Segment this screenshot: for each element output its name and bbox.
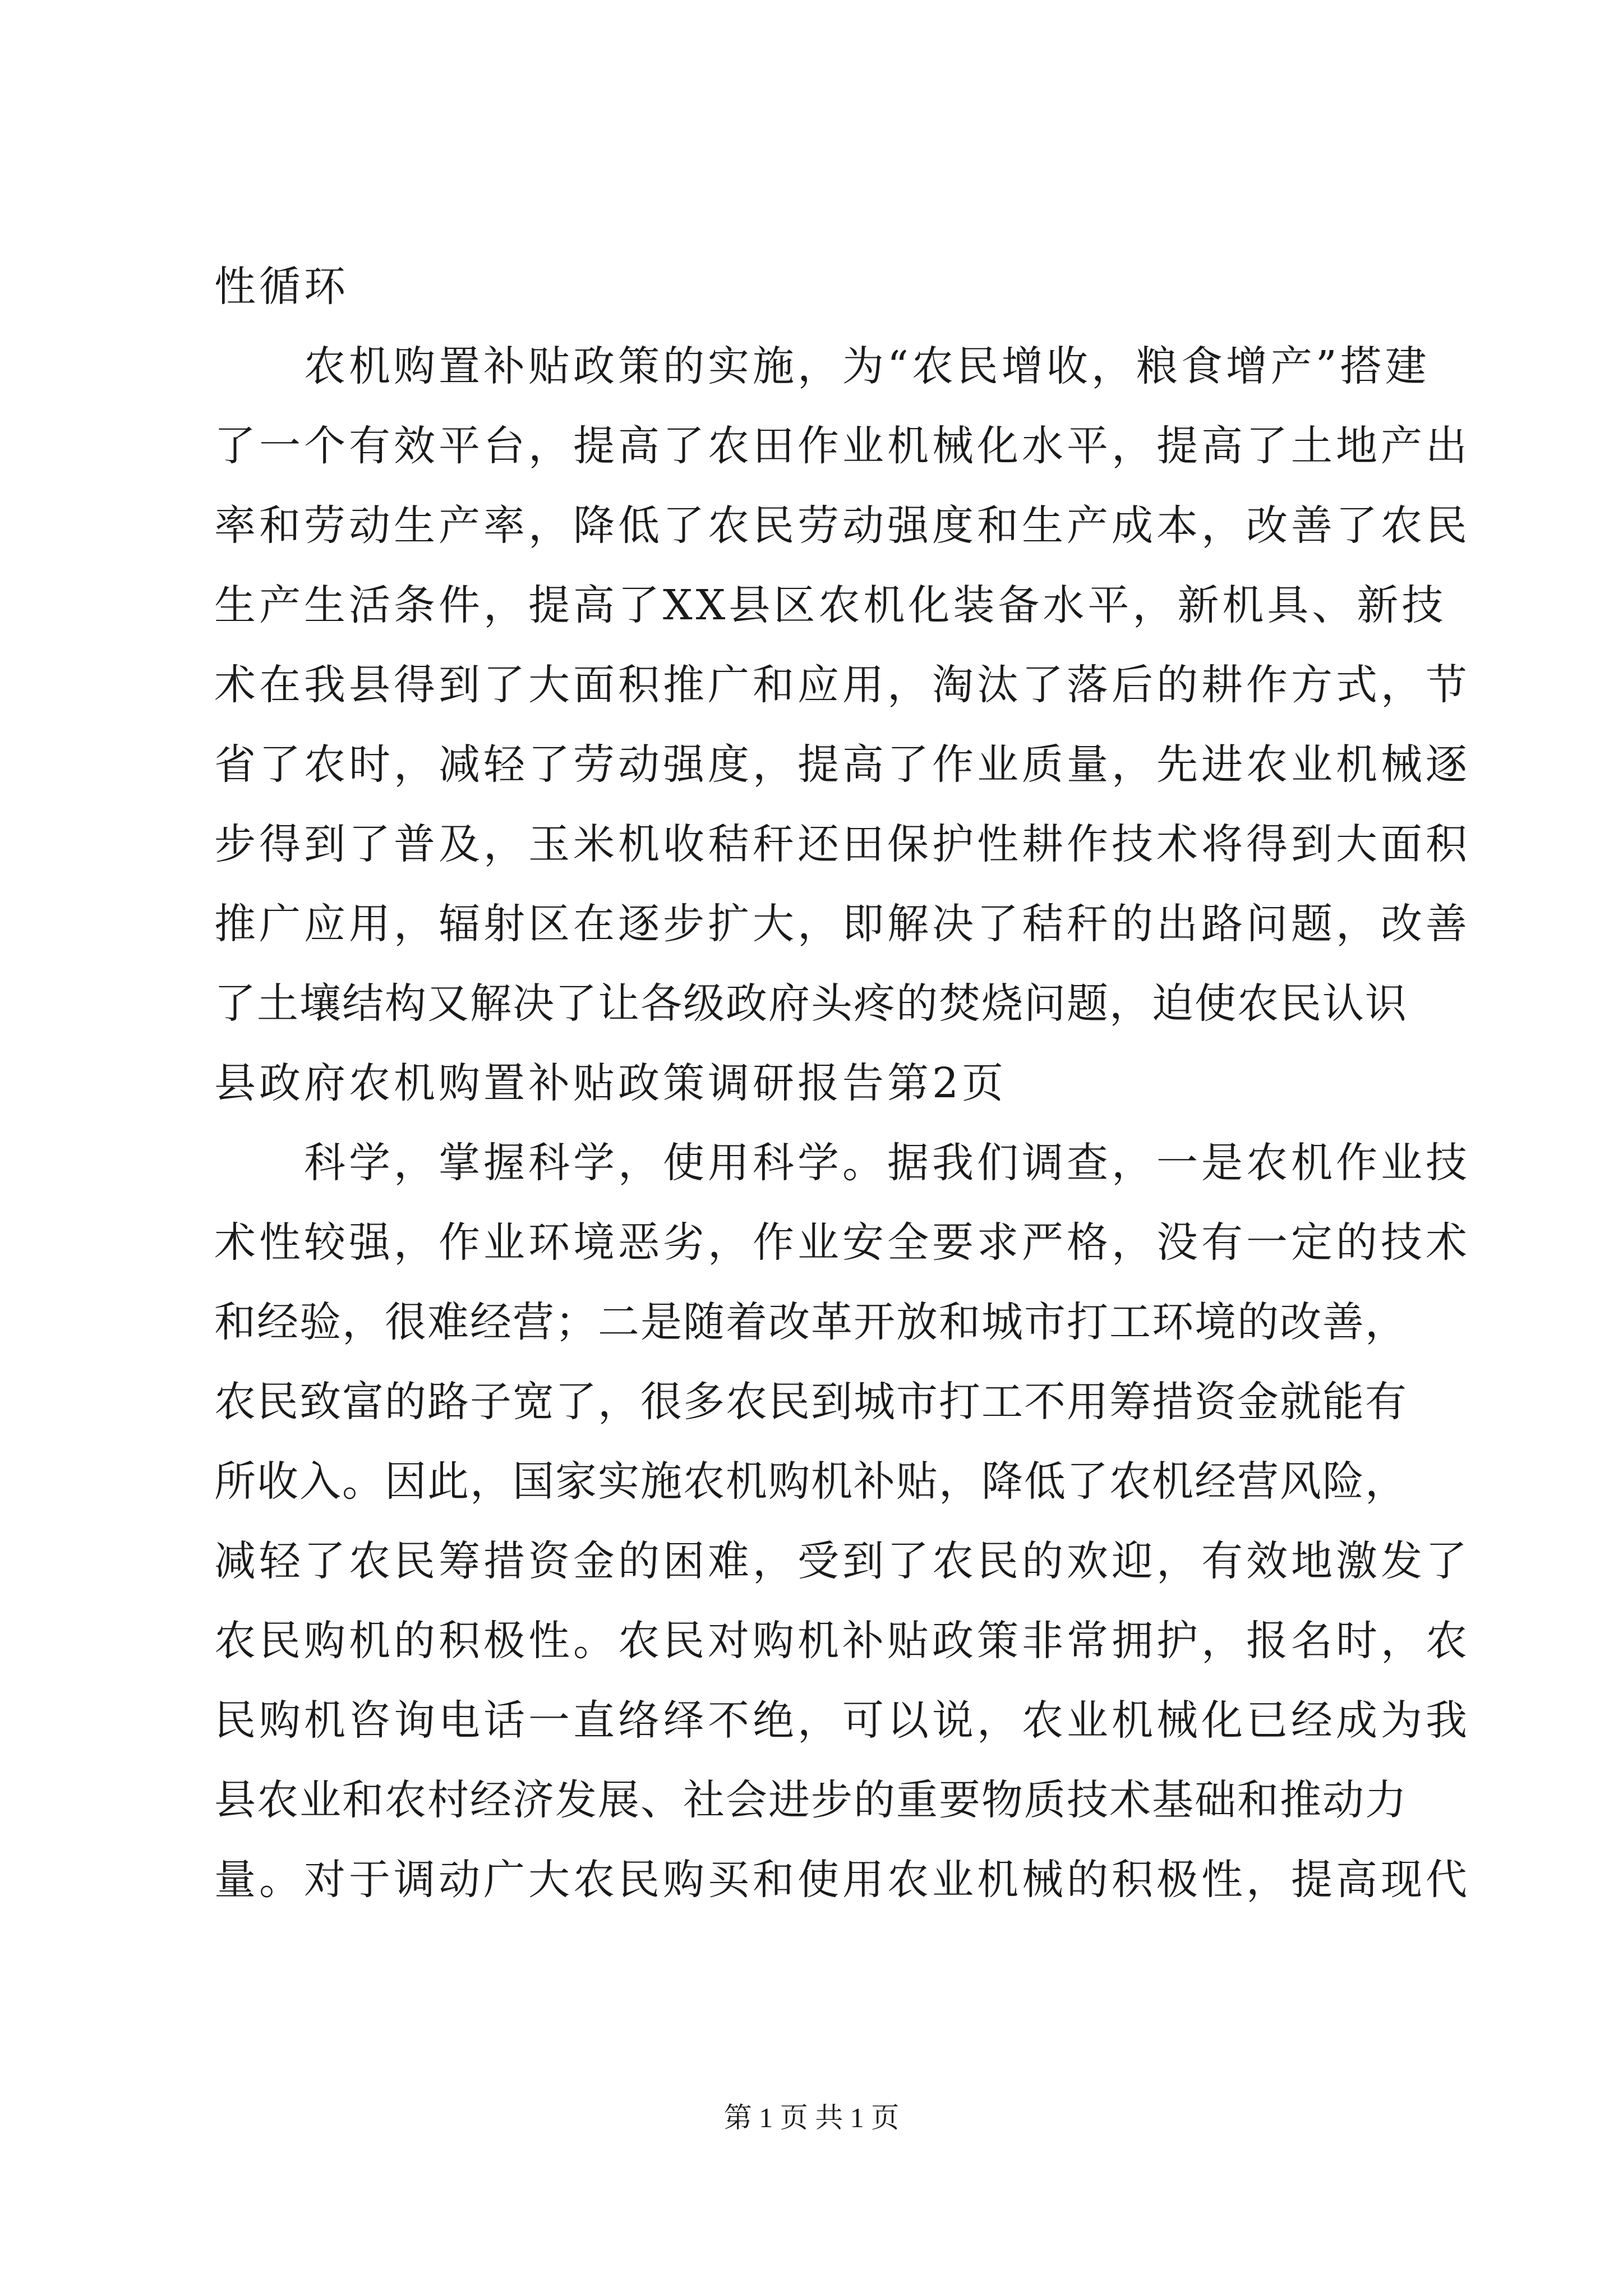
text-line: 了土壤结构又解决了让各级政府头疼的焚烧问题，迫使农民认识 [214,979,1408,1028]
text-line: 农机购置补贴政策的实施，为“农民增收，粮食增产”搭建 [214,342,1430,390]
text-line: 农民购机的积极性。农民对购机补贴政策非常拥护，报名时，农 [214,1617,1470,1665]
text-line: 术性较强，作业环境恶劣，作业安全要求严格，没有一定的技术 [214,1218,1470,1267]
text-line: 减轻了农民筹措资金的困难，受到了农民的欢迎，有效地激发了 [214,1537,1470,1585]
text-line: 科学，掌握科学，使用科学。据我们调查，一是农机作业技 [214,1139,1470,1187]
page-footer: 第 1 页 共 1 页 [723,2102,900,2133]
text-line: 县农业和农村经济发展、社会进步的重要物质技术基础和推动力 [214,1776,1408,1824]
text-line: 推广应用，辐射区在逐步扩大，即解决了秸秆的出路问题，改善 [214,900,1470,948]
body-text [214,247,1470,1920]
text-line: 术在我县得到了大面积推广和应用，淘汰了落后的耕作方式，节 [214,661,1470,709]
text-line: 性循环 [214,263,349,311]
text-line: 所收入。因此，国家实施农机购机补贴，降低了农机经营风险， [214,1457,1408,1506]
text-line: 了一个有效平台，提高了农田作业机械化水平，提高了土地产出 [214,422,1470,470]
text-line: 省了农时，减轻了劳动强度，提高了作业质量，先进农业机械逐 [214,740,1470,789]
text-line: 率和劳动生产率，降低了农民劳动强度和生产成本，改善了农民 [214,501,1470,550]
text-line: 量。对于调动广大农民购买和使用农业机械的积极性，提高现代 [214,1856,1470,1904]
text-line: 民购机咨询电话一直络绎不绝，可以说，农业机械化已经成为我 [214,1696,1470,1745]
text-line: 生产生活条件，提高了XX县区农机化装备水平，新机具、新技 [214,581,1447,629]
text-line: 步得到了普及，玉米机收秸秆还田保护性耕作技术将得到大面积 [214,820,1470,868]
text-line: 和经验，很难经营；二是随着改革开放和城市打工环境的改善， [214,1298,1408,1346]
text-line: 县政府农机购置补贴政策调研报告第2页 [214,1059,1007,1107]
text-line: 农民致富的路子宽了，很多农民到城市打工不用筹措资金就能有 [214,1378,1408,1426]
